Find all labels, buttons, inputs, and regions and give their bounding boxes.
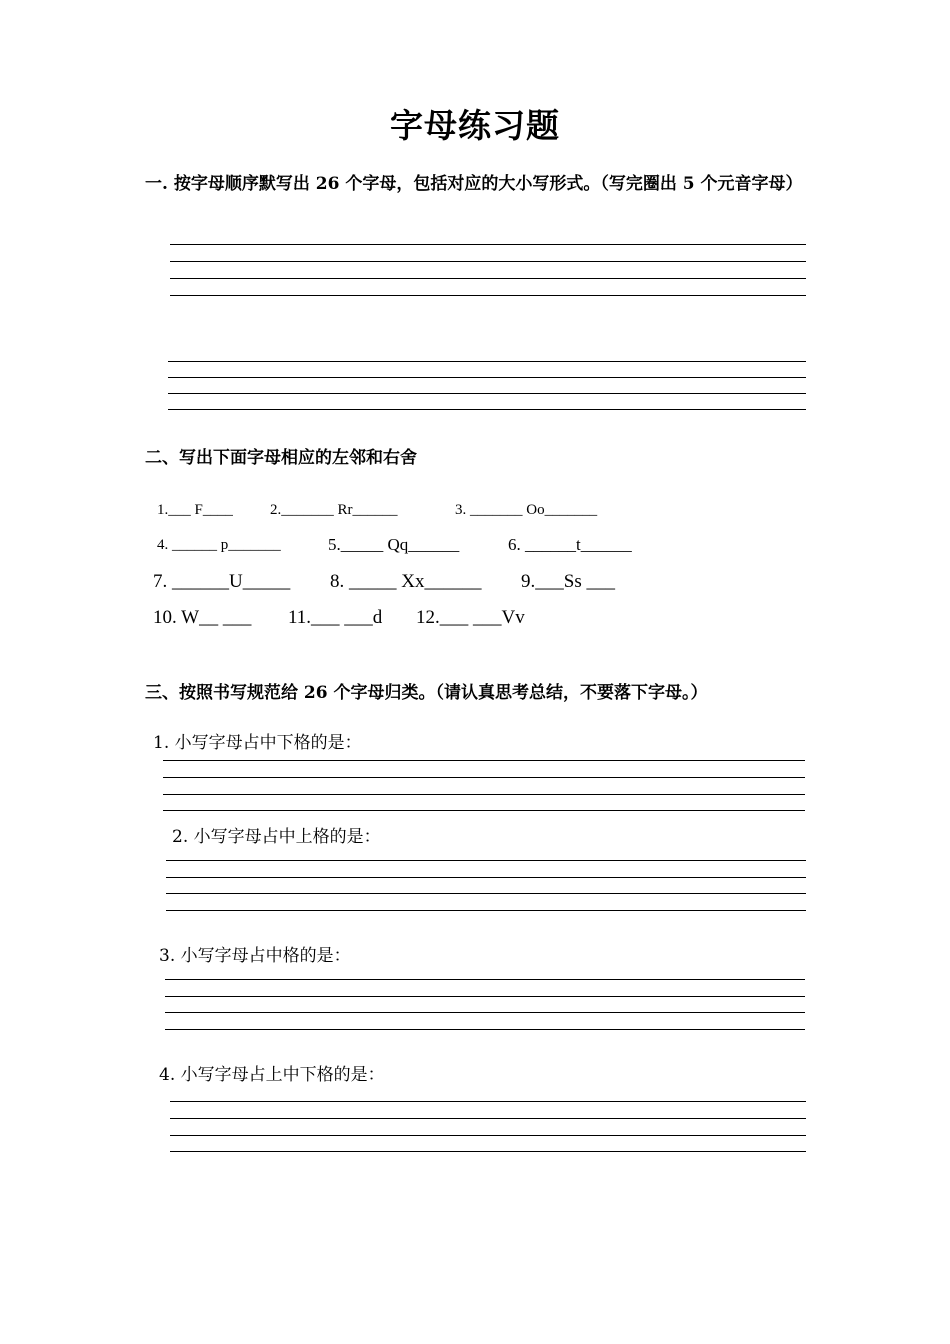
writing-line xyxy=(170,295,806,296)
writing-line xyxy=(165,1029,805,1030)
writing-line xyxy=(168,409,806,410)
blank-item-1[interactable]: 1.___ F____ xyxy=(157,502,233,518)
subquestion-3: 3. 小写字母占中格的是： xyxy=(159,946,351,966)
section1-question: 一. 按字母顺序默写出 26 个字母，包括对应的大小写形式。（写完圈出 5 个元音字母） xyxy=(145,174,803,194)
subquestion-1: 1. 小写字母占中下格的是： xyxy=(153,733,362,753)
section2-heading: 二、写出下面字母相应的左邻和右舍 xyxy=(145,448,417,468)
blank-item-9[interactable]: 9.___Ss ___ xyxy=(521,571,615,592)
blank-item-3[interactable]: 3. _______ Oo_______ xyxy=(455,502,598,518)
blank-item-2[interactable]: 2._______ Rr______ xyxy=(270,502,398,518)
writing-line xyxy=(170,1135,806,1136)
writing-line xyxy=(163,810,805,811)
writing-line xyxy=(165,979,805,980)
writing-line xyxy=(165,996,805,997)
blank-item-8[interactable]: 8. _____ Xx______ xyxy=(330,571,482,592)
writing-line xyxy=(166,877,806,878)
subquestion-4: 4. 小写字母占上中下格的是： xyxy=(159,1065,385,1085)
blank-item-4[interactable]: 4. ______ p_______ xyxy=(157,537,281,553)
writing-line xyxy=(170,261,806,262)
writing-line xyxy=(170,1118,806,1119)
blank-item-7[interactable]: 7. ______U_____ xyxy=(153,571,291,592)
writing-line xyxy=(170,1101,806,1102)
writing-line xyxy=(168,393,806,394)
section3-heading: 三、按照书写规范给 26 个字母归类。（请认真思考总结，不要落下字母。） xyxy=(145,683,708,703)
writing-line xyxy=(170,1151,806,1152)
blank-item-11[interactable]: 11.___ ___d xyxy=(288,607,383,628)
blank-item-6[interactable]: 6. ______t______ xyxy=(508,535,632,554)
writing-line xyxy=(163,794,805,795)
writing-line xyxy=(165,1012,805,1013)
subquestion-2: 2. 小写字母占中上格的是： xyxy=(172,827,381,847)
blank-item-12[interactable]: 12.___ ___Vv xyxy=(416,607,525,628)
writing-line xyxy=(168,361,806,362)
writing-line xyxy=(163,760,805,761)
writing-line xyxy=(166,893,806,894)
writing-line xyxy=(163,777,805,778)
writing-line xyxy=(166,910,806,911)
writing-line xyxy=(170,278,806,279)
blank-item-5[interactable]: 5._____ Qq______ xyxy=(328,535,460,554)
blank-item-10[interactable]: 10. W__ ___ xyxy=(153,607,252,628)
page-title: 字母练习题 xyxy=(390,106,560,145)
writing-line xyxy=(168,377,806,378)
writing-line xyxy=(166,860,806,861)
writing-line xyxy=(170,244,806,245)
